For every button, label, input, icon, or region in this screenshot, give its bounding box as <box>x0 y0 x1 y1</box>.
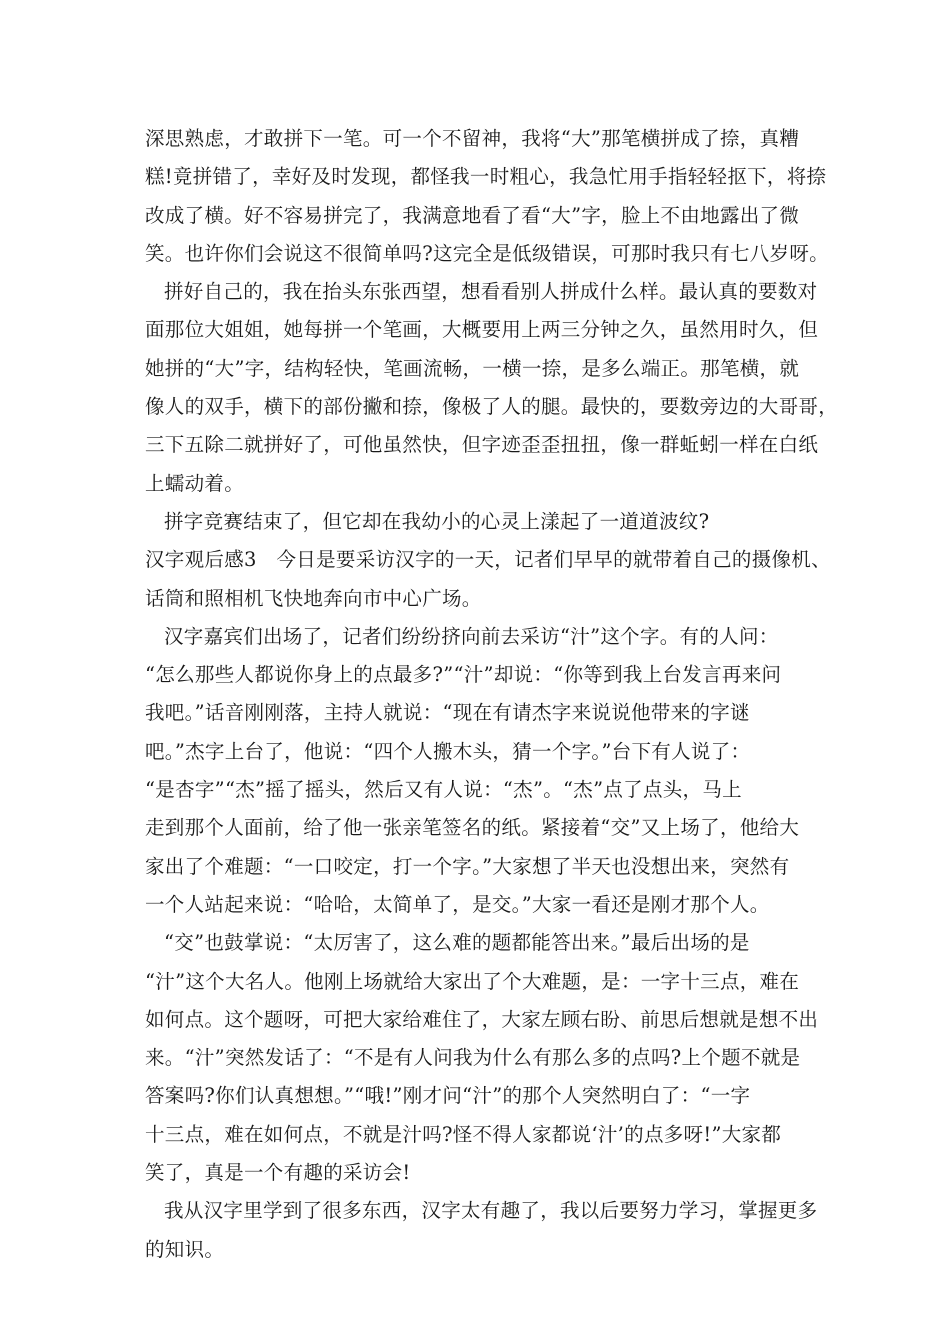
text-line: 笑了，真是一个有趣的采访会! <box>145 1161 411 1185</box>
text-line: 走到那个人面前，给了他一张亲笔签名的纸。紧接着“交”又上场了，他给大 <box>145 816 800 840</box>
text-line: 糕!竟拼错了，幸好及时发现，都怪我一时粗心，我急忙用手指轻轻抠下，将捺 <box>145 165 827 189</box>
text-line: 上蠕动着。 <box>145 471 245 495</box>
text-line: 面那位大姐姐，她每拼一个笔画，大概要用上两三分钟之久，虽然用时久，但 <box>145 318 819 342</box>
text-line: “是杏字”“杰”摇了摇头，然后又有人说：“杰”。“杰”点了点头，马上 <box>145 778 742 802</box>
text-line: “怎么那些人都说你身上的点最多?”“汁”却说：“你等到我上台发言再来问 <box>145 663 782 687</box>
text-line: 笑。也许你们会说这不很简单吗?这完全是低级错误，可那时我只有七八岁呀。 <box>145 241 829 265</box>
text-line: 我吧。”话音刚刚落，主持人就说：“现在有请杰字来说说他带来的字谜 <box>145 701 750 725</box>
document-page <box>145 120 839 1269</box>
text-line: 话筒和照相机飞快地奔向市中心广场。 <box>145 586 482 610</box>
text-line: 答案吗?你们认真想想。”“哦!”刚才问“汁”的那个人突然明白了：“一字 <box>145 1084 751 1108</box>
text-line: 深思熟虑，才敢拼下一笔。可一个不留神，我将“大”那笔横拼成了捺，真糟 <box>145 127 800 150</box>
text-line: 来。“汁”突然发话了：“不是有人问我为什么有那么多的点吗?上个题不就是 <box>145 1046 801 1070</box>
text-line: 拼字竞赛结束了，但它却在我幼小的心灵上漾起了一道道波纹? <box>164 509 710 533</box>
text-line: 改成了横。好不容易拼完了，我满意地看了看“大”字，脸上不由地露出了微 <box>145 203 800 227</box>
text-line: “汁”这个大名人。他刚上场就给大家出了个大难题，是：一字十三点，难在 <box>145 969 800 993</box>
text-line: 一个人站起来说：“哈哈，太简单了，是交。”大家一看还是刚才那个人。 <box>145 892 770 916</box>
text-line: 像人的双手，横下的部份撇和捺，像极了人的腿。最快的，要数旁边的大哥哥， <box>145 395 839 419</box>
text-line: “交”也鼓掌说：“太厉害了，这么难的题都能答出来。”最后出场的是 <box>164 931 750 955</box>
text-line: 汉字嘉宾们出场了，记者们纷纷挤向前去采访“汁”这个字。有的人问： <box>164 624 779 648</box>
text-line: 我从汉字里学到了很多东西，汉字太有趣了，我以后要努力学习，掌握更多 <box>164 1199 818 1223</box>
text-line: 十三点，难在如何点，不就是汁吗?怪不得人家都说‘汁’的点多呀!”大家都 <box>145 1122 782 1146</box>
text-line: 的知识。 <box>145 1237 225 1261</box>
text-line: 她拼的“大”字，结构轻快，笔画流畅，一横一捺，是多么端正。那笔横，就 <box>145 356 800 380</box>
text-line: 拼好自己的，我在抬头东张西望，想看看别人拼成什么样。最认真的要数对 <box>164 280 818 304</box>
text-line: 三下五除二就拼好了，可他虽然快，但字迹歪歪扭扭，像一群蚯蚓一样在白纸 <box>145 433 819 457</box>
text-line: 家出了个难题：“一口咬定，打一个字。”大家想了半天也没想出来，突然有 <box>145 854 790 878</box>
section-heading-line: 汉字观后感3 今日是要采访汉字的一天，记者们早早的就带着自己的摄像机、 <box>145 548 831 572</box>
text-line: 吧。”杰字上台了，他说：“四个人搬木头，猜一个字。”台下有人说了： <box>145 739 751 763</box>
text-line: 如何点。这个题呀，可把大家给难住了，大家左顾右盼、前思后想就是想不出 <box>145 1007 819 1031</box>
